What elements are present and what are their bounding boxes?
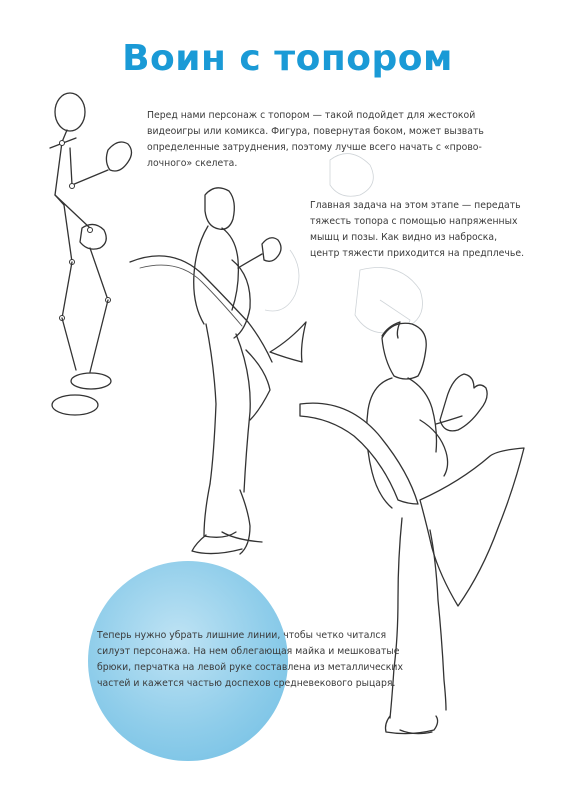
final-line-4: частей и кажется частью доспехов средневекового рыцаря. [97, 678, 396, 689]
middle-line-4: центр тяжести приходится на предплечье. [310, 248, 525, 259]
middle-line-2: тяжесть топора с помощью напряженных [310, 216, 518, 227]
intro-line-2: видеоигры или комикса. Фигура, повернутая боком, может вызвать [147, 126, 484, 137]
page-title: Воин с топором [122, 38, 453, 79]
final-line-3: брюки, перчатка на левой руке составлена из металлических [97, 662, 403, 673]
wire-skeleton-figure [50, 93, 132, 415]
final-line-2: силуэт персонажа. На нем облегающая майка и мешковатые [97, 646, 400, 657]
intro-line-1: Перед нами персонаж с топором — такой подойдет для жестокой [147, 110, 476, 121]
middle-line-1: Главная задача на этом этапе — передать [310, 200, 521, 211]
middle-paragraph [310, 198, 524, 262]
intro-line-4: лочного» скелета. [147, 158, 238, 169]
final-line-1: Теперь нужно убрать лишние линии, чтобы четко читался [97, 630, 387, 641]
intro-paragraph [147, 108, 484, 172]
intro-line-3: определенные затруднения, поэтому лучше всего начать с «прово- [147, 142, 482, 153]
middle-line-3: мышц и позы. Как видно из наброска, [310, 232, 498, 243]
final-paragraph [97, 628, 403, 692]
rough-sketch-figure-with-axe [130, 188, 306, 554]
